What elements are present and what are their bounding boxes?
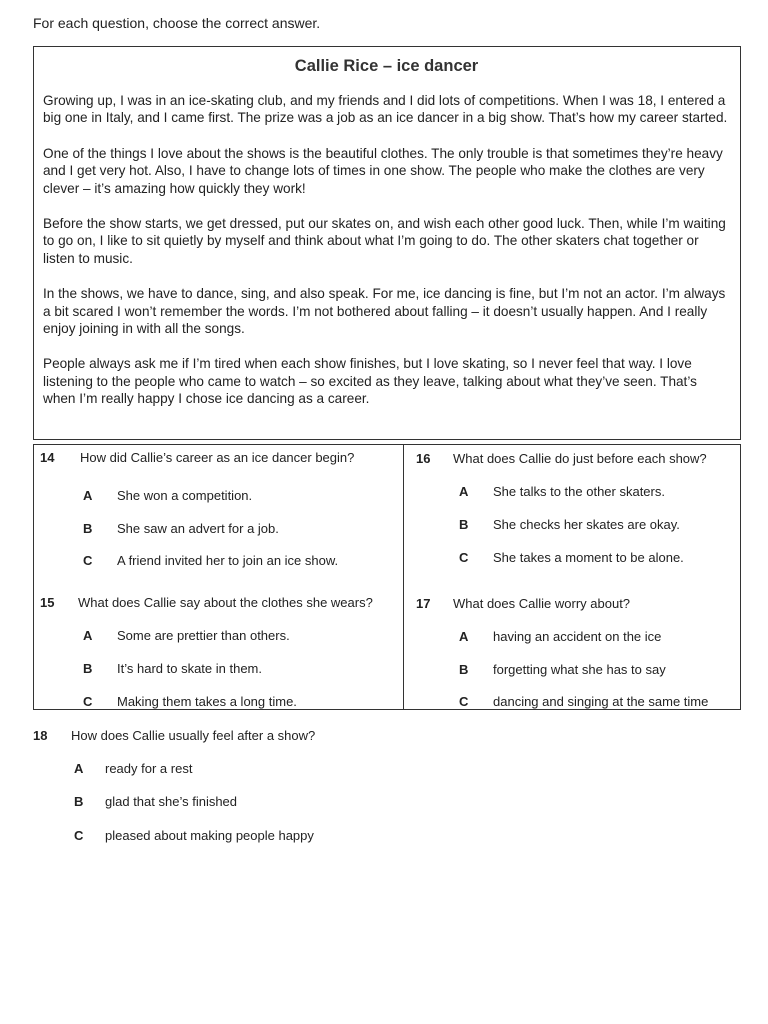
question-number: 15	[40, 595, 55, 610]
question-stem: What does Callie say about the clothes she wears?	[78, 595, 373, 610]
question-stem: How did Callie’s career as an ice dancer begin?	[80, 450, 355, 465]
grid-divider	[403, 445, 404, 709]
option-text: She won a competition.	[117, 488, 253, 503]
question-number: 18	[33, 728, 48, 743]
passage-paragraph-2: One of the things I love about the shows is the beautiful clothes. The only trouble is that sometimes they’re heavy and I get very hot. Also, I have to change lots of times in one show. The people who make the clothes are very clever – it’s amazing how quickly they work!	[43, 145, 723, 196]
option-letter: B	[74, 794, 84, 809]
question-stem: What does Callie worry about?	[453, 596, 631, 611]
option-text: She checks her skates are okay.	[493, 517, 680, 532]
passage-paragraph-1: Growing up, I was in an ice-skating club, and my friends and I did lots of competitions. When I was 18, I entered a big one in Italy, and I came first. The prize was a job as an ice dancer in a big show. That’s how my career started.	[43, 93, 728, 126]
option-letter: A	[83, 488, 93, 503]
option-letter: B	[459, 662, 469, 677]
question-number: 16	[416, 451, 431, 466]
option-letter: C	[74, 828, 84, 843]
option-letter: B	[83, 521, 93, 536]
option-letter: C	[83, 553, 93, 568]
option-text: Some are prettier than others.	[117, 628, 290, 643]
option-letter: B	[459, 517, 469, 532]
option-text: She saw an advert for a job.	[117, 521, 279, 536]
question-number: 14	[40, 450, 55, 465]
option-letter: C	[83, 694, 93, 709]
reading-passage-box	[33, 46, 741, 440]
passage-paragraph-3: Before the show starts, we get dressed, put our skates on, and wish each other good luck. Then, while I’m waiting to go on, I like to sit quietly by myself and think about what I’m going to do. The other skaters chat together or listen to music.	[43, 216, 726, 266]
option-text: dancing and singing at the same time	[493, 694, 709, 709]
passage-paragraph-5: People always ask me if I’m tired when each show finishes, but I love skating, so I never feel that way. I love listening to the people who came to watch – so excited as they leave, talking about what they’ve seen. That’s when I’m really happy I chose ice dancing as a career.	[43, 356, 697, 407]
option-letter: A	[74, 761, 84, 776]
passage-title: Callie Rice – ice dancer	[294, 57, 479, 75]
option-letter: A	[459, 484, 469, 499]
option-text: ready for a rest	[105, 761, 193, 776]
option-text: She talks to the other skaters.	[493, 484, 665, 499]
option-text: It’s hard to skate in them.	[117, 661, 262, 676]
option-letter: C	[459, 550, 469, 565]
question-number: 17	[416, 596, 431, 611]
option-text: forgetting what she has to say	[493, 662, 666, 677]
option-text: A friend invited her to join an ice show.	[117, 553, 339, 568]
questions-grid	[33, 444, 741, 710]
option-letter: A	[459, 629, 469, 644]
option-text: She takes a moment to be alone.	[493, 550, 684, 565]
option-letter: C	[459, 694, 469, 709]
option-text: pleased about making people happy	[105, 828, 314, 843]
instruction-text: For each question, choose the correct answer.	[33, 15, 321, 31]
question-stem: What does Callie do just before each show?	[453, 451, 707, 466]
option-text: Making them takes a long time.	[117, 694, 297, 709]
passage-paragraph-4: In the shows, we have to dance, sing, and also speak. For me, ice dancing is fine, but I’m not an actor. I’m always a bit scared I won’t remember the words. I’m not bothered about falling – it doesn’t usually happen. And I really enjoy joining in with all the songs.	[43, 286, 726, 337]
option-letter: B	[83, 661, 93, 676]
option-letter: A	[83, 628, 93, 643]
option-text: glad that she’s finished	[105, 794, 238, 809]
question-stem: How does Callie usually feel after a show?	[71, 728, 316, 743]
option-text: having an accident on the ice	[493, 629, 662, 644]
